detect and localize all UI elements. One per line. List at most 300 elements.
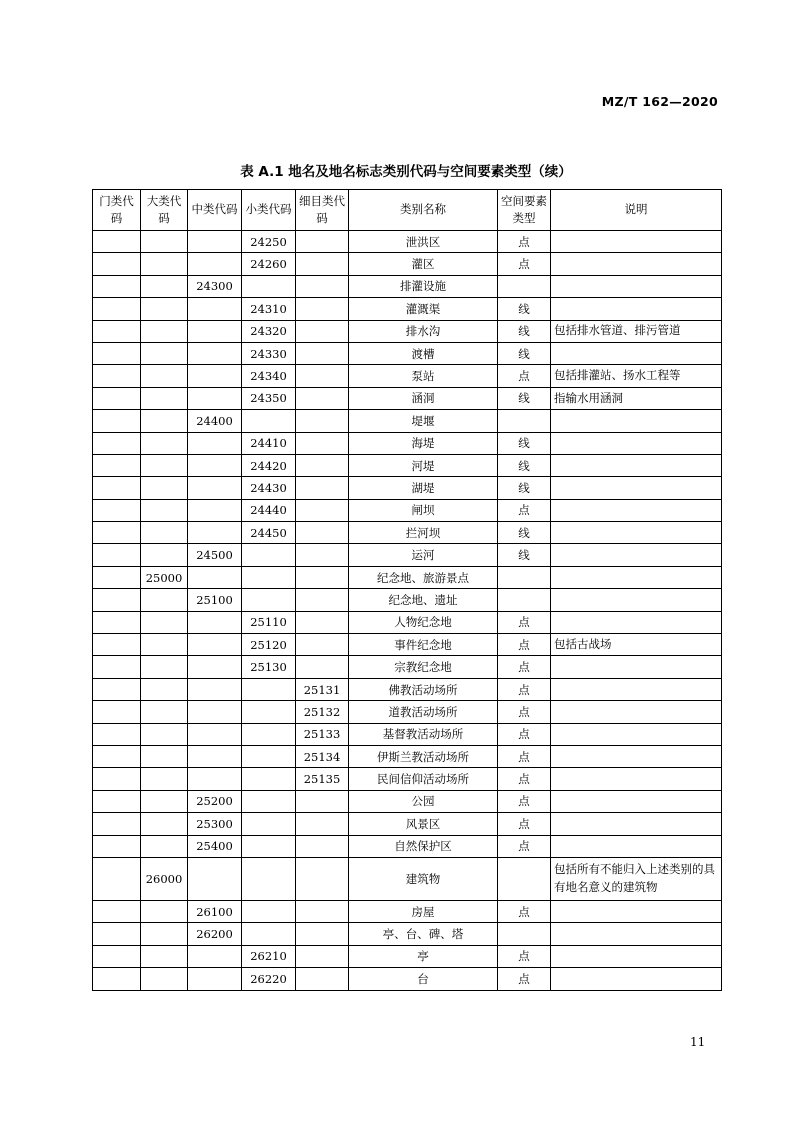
cell-name: 台 xyxy=(349,968,498,990)
cell-note xyxy=(551,745,722,767)
cell-name: 湖堤 xyxy=(349,477,498,499)
table-row xyxy=(93,945,722,967)
cell-ximu xyxy=(296,923,349,945)
col-header-xiao: 小类代码 xyxy=(242,190,296,231)
cell-name: 伊斯兰教活动场所 xyxy=(349,745,498,767)
cell-xiao xyxy=(242,790,296,812)
table-row xyxy=(93,566,722,588)
cell-zhong: 25100 xyxy=(188,589,242,611)
cell-note xyxy=(551,813,722,835)
cell-zhong xyxy=(188,566,242,588)
cell-note xyxy=(551,656,722,678)
table-row xyxy=(93,968,722,990)
cell-ximu xyxy=(296,835,349,857)
cell-men xyxy=(93,410,141,432)
cell-name: 泵站 xyxy=(349,365,498,387)
cell-note xyxy=(551,589,722,611)
cell-name: 宗教纪念地 xyxy=(349,656,498,678)
table-row xyxy=(93,745,722,767)
cell-da: 26000 xyxy=(141,857,188,900)
cell-xiao: 24340 xyxy=(242,365,296,387)
cell-xiao xyxy=(242,768,296,790)
cell-men xyxy=(93,634,141,656)
cell-men xyxy=(93,835,141,857)
cell-zhong xyxy=(188,320,242,342)
cell-type: 点 xyxy=(498,745,551,767)
cell-note xyxy=(551,275,722,297)
cell-xiao: 26210 xyxy=(242,945,296,967)
cell-name: 事件纪念地 xyxy=(349,634,498,656)
cell-note xyxy=(551,923,722,945)
cell-da xyxy=(141,835,188,857)
cell-ximu xyxy=(296,544,349,566)
table-row xyxy=(93,342,722,364)
cell-note xyxy=(551,342,722,364)
cell-zhong xyxy=(188,634,242,656)
cell-zhong xyxy=(188,701,242,723)
cell-ximu: 25135 xyxy=(296,768,349,790)
cell-type: 线 xyxy=(498,522,551,544)
page-number: 11 xyxy=(690,1035,706,1049)
cell-zhong xyxy=(188,454,242,476)
cell-note: 包括排灌站、扬水工程等 xyxy=(551,365,722,387)
cell-type xyxy=(498,589,551,611)
cell-name: 自然保护区 xyxy=(349,835,498,857)
cell-da xyxy=(141,768,188,790)
cell-ximu xyxy=(296,566,349,588)
cell-da xyxy=(141,923,188,945)
cell-name: 道教活动场所 xyxy=(349,701,498,723)
cell-zhong xyxy=(188,387,242,409)
cell-zhong xyxy=(188,432,242,454)
cell-type: 点 xyxy=(498,790,551,812)
cell-name: 河堤 xyxy=(349,454,498,476)
cell-da xyxy=(141,275,188,297)
cell-xiao: 24440 xyxy=(242,499,296,521)
cell-zhong: 25300 xyxy=(188,813,242,835)
cell-note xyxy=(551,410,722,432)
cell-type: 线 xyxy=(498,477,551,499)
cell-ximu: 25134 xyxy=(296,745,349,767)
document-code: MZ/T 162—2020 xyxy=(601,94,718,109)
cell-name: 海堤 xyxy=(349,432,498,454)
cell-zhong xyxy=(188,499,242,521)
table-row xyxy=(93,634,722,656)
cell-zhong xyxy=(188,723,242,745)
cell-men xyxy=(93,589,141,611)
cell-name: 民间信仰活动场所 xyxy=(349,768,498,790)
cell-xiao: 25130 xyxy=(242,656,296,678)
cell-zhong xyxy=(188,945,242,967)
cell-type: 点 xyxy=(498,678,551,700)
cell-xiao: 24350 xyxy=(242,387,296,409)
cell-da xyxy=(141,387,188,409)
cell-name: 亭 xyxy=(349,945,498,967)
cell-da xyxy=(141,611,188,633)
cell-type: 线 xyxy=(498,432,551,454)
cell-zhong xyxy=(188,365,242,387)
cell-type: 线 xyxy=(498,320,551,342)
cell-xiao: 24420 xyxy=(242,454,296,476)
cell-zhong xyxy=(188,678,242,700)
cell-zhong: 26100 xyxy=(188,900,242,922)
cell-note xyxy=(551,945,722,967)
cell-ximu xyxy=(296,231,349,253)
cell-note xyxy=(551,231,722,253)
cell-name: 纪念地、遗址 xyxy=(349,589,498,611)
cell-ximu xyxy=(296,813,349,835)
col-header-note: 说明 xyxy=(551,190,722,231)
table-row xyxy=(93,387,722,409)
cell-ximu xyxy=(296,611,349,633)
cell-ximu xyxy=(296,477,349,499)
col-header-da: 大类代码 xyxy=(141,190,188,231)
table-row xyxy=(93,589,722,611)
cell-type: 线 xyxy=(498,342,551,364)
cell-name: 排水沟 xyxy=(349,320,498,342)
cell-xiao: 24430 xyxy=(242,477,296,499)
cell-type: 点 xyxy=(498,968,551,990)
cell-note: 包括排水管道、排污管道 xyxy=(551,320,722,342)
cell-men xyxy=(93,813,141,835)
table-row xyxy=(93,499,722,521)
cell-men xyxy=(93,656,141,678)
table-row xyxy=(93,275,722,297)
cell-da xyxy=(141,231,188,253)
cell-da xyxy=(141,945,188,967)
cell-ximu xyxy=(296,656,349,678)
cell-ximu xyxy=(296,968,349,990)
cell-men xyxy=(93,275,141,297)
cell-ximu xyxy=(296,365,349,387)
cell-men xyxy=(93,544,141,566)
cell-note xyxy=(551,298,722,320)
cell-da xyxy=(141,253,188,275)
table-row xyxy=(93,723,722,745)
cell-name: 风景区 xyxy=(349,813,498,835)
cell-da xyxy=(141,745,188,767)
cell-zhong: 24300 xyxy=(188,275,242,297)
table-header-row xyxy=(93,190,722,231)
cell-men xyxy=(93,790,141,812)
cell-da xyxy=(141,968,188,990)
cell-ximu xyxy=(296,857,349,900)
cell-zhong xyxy=(188,342,242,364)
cell-zhong: 24500 xyxy=(188,544,242,566)
cell-men xyxy=(93,387,141,409)
cell-name: 闸坝 xyxy=(349,499,498,521)
cell-men xyxy=(93,298,141,320)
table-row xyxy=(93,923,722,945)
cell-type: 点 xyxy=(498,634,551,656)
cell-ximu: 25133 xyxy=(296,723,349,745)
table-row xyxy=(93,298,722,320)
cell-da xyxy=(141,298,188,320)
table-row xyxy=(93,231,722,253)
cell-da xyxy=(141,589,188,611)
cell-note xyxy=(551,454,722,476)
cell-xiao: 24330 xyxy=(242,342,296,364)
cell-type: 点 xyxy=(498,723,551,745)
cell-name: 亭、台、碑、塔 xyxy=(349,923,498,945)
cell-type: 点 xyxy=(498,701,551,723)
cell-xiao xyxy=(242,900,296,922)
cell-men xyxy=(93,454,141,476)
cell-type xyxy=(498,566,551,588)
cell-zhong xyxy=(188,522,242,544)
table-row xyxy=(93,477,722,499)
cell-name: 排灌设施 xyxy=(349,275,498,297)
cell-note xyxy=(551,678,722,700)
table-row xyxy=(93,701,722,723)
cell-name: 堤堰 xyxy=(349,410,498,432)
cell-note xyxy=(551,544,722,566)
cell-da xyxy=(141,701,188,723)
cell-men xyxy=(93,499,141,521)
cell-men xyxy=(93,900,141,922)
cell-da xyxy=(141,454,188,476)
cell-xiao: 24310 xyxy=(242,298,296,320)
cell-name: 建筑物 xyxy=(349,857,498,900)
cell-note xyxy=(551,253,722,275)
cell-men xyxy=(93,768,141,790)
cell-xiao: 24320 xyxy=(242,320,296,342)
cell-xiao xyxy=(242,857,296,900)
cell-zhong xyxy=(188,253,242,275)
cell-ximu xyxy=(296,499,349,521)
cell-note xyxy=(551,968,722,990)
cell-men xyxy=(93,945,141,967)
cell-zhong: 25200 xyxy=(188,790,242,812)
table-row xyxy=(93,611,722,633)
cell-ximu: 25131 xyxy=(296,678,349,700)
cell-da xyxy=(141,410,188,432)
cell-type: 点 xyxy=(498,900,551,922)
cell-men xyxy=(93,342,141,364)
cell-da xyxy=(141,723,188,745)
cell-zhong xyxy=(188,768,242,790)
col-header-name: 类别名称 xyxy=(349,190,498,231)
cell-note xyxy=(551,566,722,588)
cell-xiao xyxy=(242,678,296,700)
cell-note xyxy=(551,477,722,499)
cell-name: 灌溉渠 xyxy=(349,298,498,320)
cell-da xyxy=(141,634,188,656)
table-row xyxy=(93,365,722,387)
cell-note xyxy=(551,611,722,633)
cell-ximu xyxy=(296,945,349,967)
table-row xyxy=(93,432,722,454)
cell-xiao: 24250 xyxy=(242,231,296,253)
cell-xiao xyxy=(242,723,296,745)
table-row xyxy=(93,790,722,812)
cell-ximu xyxy=(296,253,349,275)
cell-note: 包括所有不能归入上述类别的具有地名意义的建筑物 xyxy=(551,857,722,900)
cell-xiao: 24450 xyxy=(242,522,296,544)
cell-type: 点 xyxy=(498,499,551,521)
cell-da: 25000 xyxy=(141,566,188,588)
cell-ximu xyxy=(296,589,349,611)
table-row xyxy=(93,900,722,922)
col-header-men: 门类代码 xyxy=(93,190,141,231)
cell-da xyxy=(141,678,188,700)
cell-men xyxy=(93,365,141,387)
cell-zhong xyxy=(188,611,242,633)
table-row xyxy=(93,678,722,700)
table-row xyxy=(93,768,722,790)
cell-da xyxy=(141,499,188,521)
cell-men xyxy=(93,477,141,499)
cell-men xyxy=(93,611,141,633)
cell-name: 拦河坝 xyxy=(349,522,498,544)
cell-ximu xyxy=(296,410,349,432)
cell-men xyxy=(93,968,141,990)
cell-type: 点 xyxy=(498,945,551,967)
cell-ximu xyxy=(296,387,349,409)
cell-type xyxy=(498,857,551,900)
cell-xiao xyxy=(242,275,296,297)
cell-name: 涵洞 xyxy=(349,387,498,409)
cell-name: 渡槽 xyxy=(349,342,498,364)
cell-zhong: 26200 xyxy=(188,923,242,945)
cell-da xyxy=(141,656,188,678)
cell-men xyxy=(93,701,141,723)
cell-xiao xyxy=(242,544,296,566)
cell-ximu xyxy=(296,634,349,656)
cell-name: 基督教活动场所 xyxy=(349,723,498,745)
cell-da xyxy=(141,320,188,342)
cell-zhong xyxy=(188,745,242,767)
cell-zhong: 24400 xyxy=(188,410,242,432)
cell-men xyxy=(93,678,141,700)
cell-zhong: 25400 xyxy=(188,835,242,857)
cell-men xyxy=(93,522,141,544)
cell-men xyxy=(93,723,141,745)
cell-type: 线 xyxy=(498,454,551,476)
col-header-type: 空间要素类型 xyxy=(498,190,551,231)
col-header-ximu: 细目类代码 xyxy=(296,190,349,231)
cell-type: 线 xyxy=(498,298,551,320)
cell-zhong xyxy=(188,968,242,990)
cell-men xyxy=(93,231,141,253)
cell-da xyxy=(141,544,188,566)
cell-type: 点 xyxy=(498,611,551,633)
cell-xiao: 24260 xyxy=(242,253,296,275)
cell-note xyxy=(551,723,722,745)
cell-type: 点 xyxy=(498,813,551,835)
table-row xyxy=(93,253,722,275)
cell-note: 指输水用涵洞 xyxy=(551,387,722,409)
cell-men xyxy=(93,253,141,275)
cell-ximu xyxy=(296,900,349,922)
table-row xyxy=(93,454,722,476)
cell-zhong xyxy=(188,857,242,900)
cell-ximu xyxy=(296,432,349,454)
table-row xyxy=(93,656,722,678)
cell-note xyxy=(551,432,722,454)
cell-da xyxy=(141,432,188,454)
cell-zhong xyxy=(188,298,242,320)
cell-men xyxy=(93,857,141,900)
table-row xyxy=(93,813,722,835)
cell-type xyxy=(498,410,551,432)
cell-zhong xyxy=(188,477,242,499)
cell-xiao xyxy=(242,745,296,767)
cell-xiao xyxy=(242,923,296,945)
cell-zhong xyxy=(188,656,242,678)
cell-note xyxy=(551,790,722,812)
cell-type: 点 xyxy=(498,253,551,275)
table-row xyxy=(93,410,722,432)
cell-type xyxy=(498,923,551,945)
cell-men xyxy=(93,432,141,454)
cell-da xyxy=(141,813,188,835)
cell-type: 线 xyxy=(498,387,551,409)
cell-ximu xyxy=(296,275,349,297)
cell-ximu xyxy=(296,320,349,342)
cell-xiao xyxy=(242,566,296,588)
cell-da xyxy=(141,477,188,499)
cell-xiao: 24410 xyxy=(242,432,296,454)
table-row xyxy=(93,544,722,566)
cell-xiao: 25110 xyxy=(242,611,296,633)
cell-men xyxy=(93,566,141,588)
cell-men xyxy=(93,320,141,342)
cell-da xyxy=(141,365,188,387)
cell-name: 灌区 xyxy=(349,253,498,275)
cell-ximu xyxy=(296,342,349,364)
cell-type: 点 xyxy=(498,365,551,387)
cell-ximu xyxy=(296,522,349,544)
cell-ximu xyxy=(296,298,349,320)
cell-ximu xyxy=(296,454,349,476)
cell-name: 泄洪区 xyxy=(349,231,498,253)
table-body xyxy=(93,231,722,991)
cell-xiao xyxy=(242,835,296,857)
cell-da xyxy=(141,790,188,812)
cell-name: 纪念地、旅游景点 xyxy=(349,566,498,588)
cell-zhong xyxy=(188,231,242,253)
cell-note xyxy=(551,522,722,544)
cell-note: 包括古战场 xyxy=(551,634,722,656)
cell-type: 点 xyxy=(498,231,551,253)
cell-name: 运河 xyxy=(349,544,498,566)
table-row xyxy=(93,320,722,342)
cell-note xyxy=(551,900,722,922)
cell-name: 佛教活动场所 xyxy=(349,678,498,700)
table-row xyxy=(93,857,722,900)
cell-da xyxy=(141,900,188,922)
cell-type: 点 xyxy=(498,835,551,857)
cell-xiao: 26220 xyxy=(242,968,296,990)
table-row xyxy=(93,835,722,857)
col-header-zhong: 中类代码 xyxy=(188,190,242,231)
cell-men xyxy=(93,923,141,945)
cell-name: 房屋 xyxy=(349,900,498,922)
cell-xiao xyxy=(242,589,296,611)
cell-ximu: 25132 xyxy=(296,701,349,723)
cell-da xyxy=(141,342,188,364)
cell-xiao xyxy=(242,410,296,432)
cell-type: 点 xyxy=(498,768,551,790)
cell-name: 人物纪念地 xyxy=(349,611,498,633)
cell-xiao xyxy=(242,813,296,835)
cell-type: 线 xyxy=(498,544,551,566)
cell-men xyxy=(93,745,141,767)
table-title: 表 A.1 地名及地名标志类别代码与空间要素类型（续） xyxy=(240,164,572,180)
cell-type: 点 xyxy=(498,656,551,678)
cell-da xyxy=(141,522,188,544)
